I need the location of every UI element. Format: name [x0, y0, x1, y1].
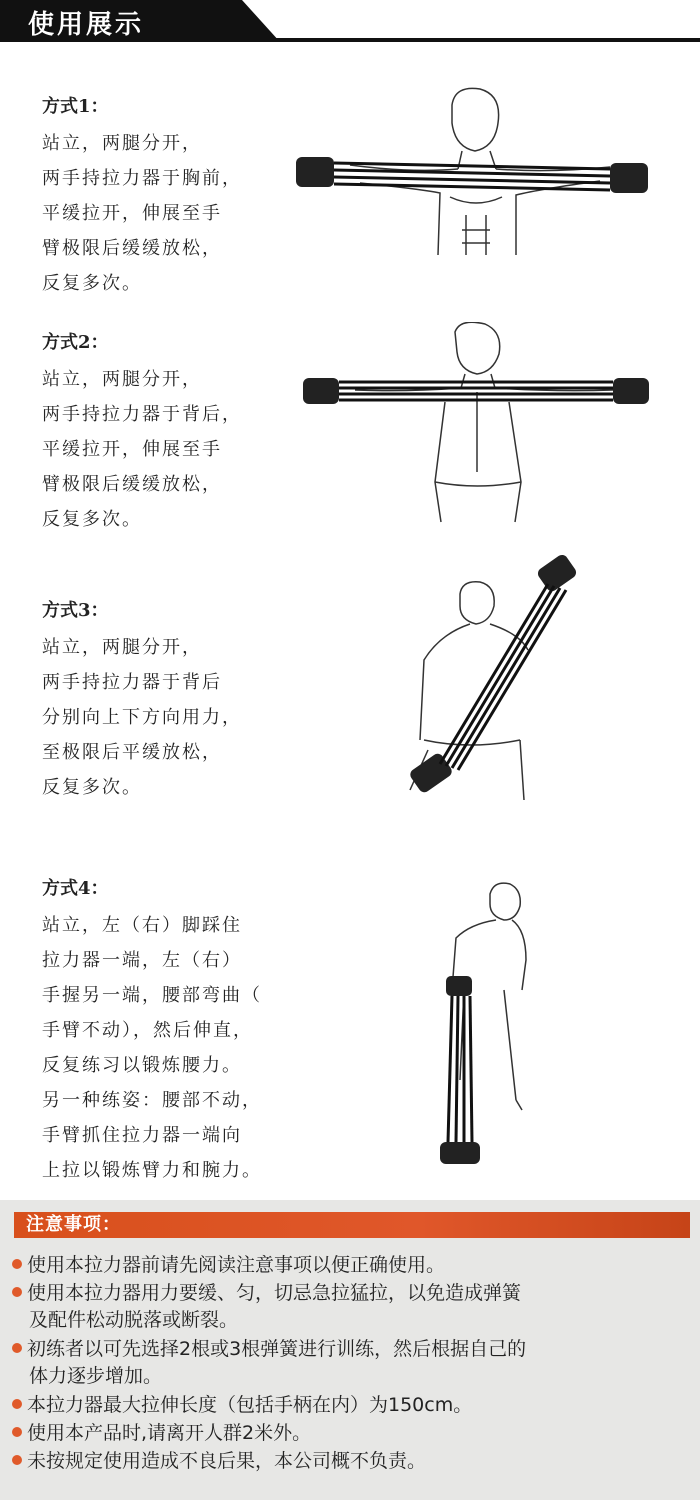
method-line: 两手持拉力器于背后: [42, 672, 222, 693]
note-item: [12, 1448, 426, 1475]
method-line: 平缓拉开，伸展至手: [42, 203, 222, 224]
method-line: 两手持拉力器于胸前，: [42, 168, 242, 189]
note-text-cont: 及配件松动脱落或断裂。: [29, 1309, 239, 1331]
method-line: 手握另一端，腰部弯曲（: [42, 985, 262, 1006]
method-line: 分别向上下方向用力，: [42, 707, 242, 728]
bullet-dot-icon: [12, 1287, 22, 1297]
method-1-figure: [290, 85, 670, 270]
method-3-figure: [400, 550, 600, 810]
method-1-text: [42, 92, 242, 301]
bullet-dot-icon: [12, 1455, 22, 1465]
bullet-dot-icon: [12, 1399, 22, 1409]
note-text: 使用本产品时,请离开人群2米外。: [27, 1422, 312, 1444]
method-line: 臂极限后缓缓放松，: [42, 238, 222, 259]
method-line: 站立，两腿分开，: [42, 637, 202, 658]
method-line: 反复练习以锻炼腰力。: [42, 1055, 242, 1076]
method-title: 方式4：: [42, 878, 109, 899]
note-text: 使用本拉力器前请先阅读注意事项以便正确使用。: [27, 1254, 446, 1276]
method-title: 方式2：: [42, 332, 109, 353]
method-line: 至极限后平缓放松，: [42, 742, 222, 763]
bullet-dot-icon: [12, 1427, 22, 1437]
method-line: 上拉以锻炼臂力和腕力。: [42, 1160, 262, 1181]
note-text: 未按规定使用造成不良后果，本公司概不负责。: [27, 1450, 427, 1472]
note-text-cont: 体力逐步增加。: [29, 1365, 163, 1387]
note-text: 初练者以可先选择2根或3根弹簧进行训练，然后根据自己的: [27, 1338, 527, 1360]
method-2-text: [42, 328, 242, 537]
method-4-figure: [430, 880, 550, 1170]
method-line: 拉力器一端，左（右）: [42, 950, 242, 971]
page-title: 使用展示: [28, 10, 145, 40]
note-item: [12, 1280, 521, 1334]
note-item: [12, 1336, 526, 1390]
notes-title: 注意事项：: [26, 1214, 121, 1235]
note-item: [12, 1392, 472, 1419]
note-text: 使用本拉力器用力要缓、匀，切忌急拉猛拉，以免造成弹簧: [27, 1282, 522, 1304]
method-line: 站立，左（右）脚踩住: [42, 915, 242, 936]
method-2-figure: [295, 322, 655, 532]
method-line: 平缓拉开，伸展至手: [42, 439, 222, 460]
note-item: [12, 1252, 445, 1279]
method-line: 站立，两腿分开，: [42, 133, 202, 154]
method-line: 两手持拉力器于背后，: [42, 404, 242, 425]
bullet-dot-icon: [12, 1259, 22, 1269]
method-4-text: [42, 874, 262, 1188]
method-title: 方式1：: [42, 96, 109, 117]
bullet-dot-icon: [12, 1343, 22, 1353]
method-title: 方式3：: [42, 600, 109, 621]
note-item: [12, 1420, 311, 1447]
method-line: 反复多次。: [42, 777, 142, 798]
method-line: 反复多次。: [42, 273, 142, 294]
notes-panel: [0, 1200, 700, 1500]
method-line: 臂极限后缓缓放松，: [42, 474, 222, 495]
method-line: 手臂抓住拉力器一端向: [42, 1125, 242, 1146]
method-line: 手臂不动），然后伸直，: [42, 1020, 253, 1041]
method-3-text: [42, 596, 242, 805]
method-line: 另一种练姿：腰部不动，: [42, 1090, 262, 1111]
method-line: 站立，两腿分开，: [42, 369, 202, 390]
method-line: 反复多次。: [42, 509, 142, 530]
note-text: 本拉力器最大拉伸长度（包括手柄在内）为150cm。: [27, 1394, 473, 1416]
